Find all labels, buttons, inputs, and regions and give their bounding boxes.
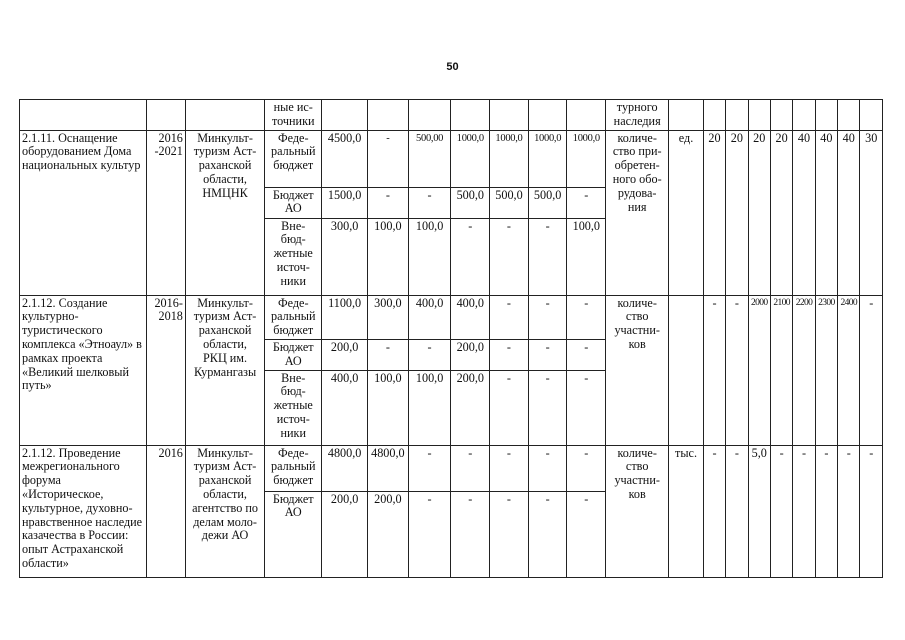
- funding-value: -: [408, 445, 451, 491]
- funding-value: 400,0: [322, 370, 368, 445]
- funding-source: Феде- ральный бюджет: [265, 445, 322, 491]
- funding-value: 1000,0: [490, 130, 529, 187]
- event-executor: Минкульт- туризм Аст- раханской области, агентство по делам моло- дежи АО: [185, 445, 264, 577]
- target-value: 30: [860, 130, 883, 295]
- funding-value: -: [567, 445, 606, 491]
- funding-value: 100,0: [567, 218, 606, 295]
- funding-value: -: [528, 339, 567, 370]
- target-value: 20: [726, 130, 748, 295]
- funding-value: -: [567, 370, 606, 445]
- target-value: -: [860, 295, 883, 445]
- funding-source: Феде- ральный бюджет: [265, 295, 322, 339]
- funding-source: Бюджет АО: [265, 491, 322, 577]
- target-value: 5,0: [748, 445, 770, 577]
- funding-value: 4500,0: [322, 130, 368, 187]
- event-executor: Минкульт- туризм Аст- раханской области, РКЦ им. Курмангазы: [185, 295, 264, 445]
- funding-source: Бюджет АО: [265, 187, 322, 218]
- target-value: 20: [703, 130, 725, 295]
- event-years: 2016: [147, 445, 186, 577]
- target-value: -: [726, 295, 748, 445]
- table-row: [20, 100, 883, 131]
- funding-value: 100,0: [368, 370, 409, 445]
- table-row: [20, 445, 883, 491]
- event-executor: Минкульт- туризм Аст- раханской области, НМЦНК: [185, 130, 264, 295]
- funding-value: -: [567, 187, 606, 218]
- funding-value: -: [567, 491, 606, 577]
- target-value: -: [726, 445, 748, 577]
- target-value: 2400: [838, 295, 860, 445]
- funding-value: 1500,0: [322, 187, 368, 218]
- indicator-unit: тыс.: [669, 445, 704, 577]
- funding-value: 200,0: [322, 491, 368, 577]
- table-row: [20, 295, 883, 339]
- target-value: -: [703, 445, 725, 577]
- target-value: -: [860, 445, 883, 577]
- funding-value: -: [567, 339, 606, 370]
- funding-value: -: [490, 339, 529, 370]
- funding-value: -: [451, 218, 490, 295]
- funding-value: -: [567, 295, 606, 339]
- funding-value: -: [490, 370, 529, 445]
- funding-value: 100,0: [408, 218, 451, 295]
- funding-value: -: [490, 218, 529, 295]
- funding-value: 1000,0: [528, 130, 567, 187]
- funding-value: 1000,0: [451, 130, 490, 187]
- target-value: 40: [838, 130, 860, 295]
- funding-value: -: [368, 339, 409, 370]
- source-continuation: ные ис- точники: [271, 100, 315, 128]
- funding-value: -: [408, 491, 451, 577]
- target-value: 40: [815, 130, 837, 295]
- funding-value: -: [490, 295, 529, 339]
- table-body: [20, 100, 883, 578]
- event-years: 2016 -2021: [147, 130, 186, 295]
- funding-value: 100,0: [408, 370, 451, 445]
- target-value: 2100: [770, 295, 792, 445]
- funding-value: 500,00: [408, 130, 451, 187]
- event-name: 2.1.12. Проведение межрегионального форума «Историческое, культурное, духовно-нравственное наследие казачества в России: опыт Астраханской области»: [20, 445, 147, 577]
- funding-value: 4800,0: [322, 445, 368, 491]
- funding-value: -: [490, 445, 529, 491]
- page-number: 50: [446, 61, 459, 73]
- target-value: -: [838, 445, 860, 577]
- funding-value: 300,0: [322, 218, 368, 295]
- event-name: 2.1.11. Оснащение оборудованием Дома национальных культур: [20, 130, 147, 295]
- funding-value: 1100,0: [322, 295, 368, 339]
- target-value: -: [793, 445, 815, 577]
- funding-value: 400,0: [408, 295, 451, 339]
- funding-value: 500,0: [490, 187, 529, 218]
- funding-value: -: [528, 370, 567, 445]
- table-row: [20, 130, 883, 187]
- target-value: -: [815, 445, 837, 577]
- funding-value: 500,0: [528, 187, 567, 218]
- target-value: 2300: [815, 295, 837, 445]
- funding-source: Феде- ральный бюджет: [265, 130, 322, 187]
- funding-value: -: [490, 491, 529, 577]
- indicator-name: количе- ство участни- ков: [606, 295, 669, 445]
- target-value: 40: [793, 130, 815, 295]
- funding-value: 200,0: [368, 491, 409, 577]
- target-value: 20: [770, 130, 792, 295]
- funding-value: -: [368, 130, 409, 187]
- funding-source: Бюджет АО: [265, 339, 322, 370]
- funding-value: 4800,0: [368, 445, 409, 491]
- target-value: 2200: [793, 295, 815, 445]
- funding-value: 200,0: [322, 339, 368, 370]
- funding-value: -: [528, 445, 567, 491]
- event-years: 2016- 2018: [147, 295, 186, 445]
- indicator-unit: [669, 295, 704, 445]
- indicator-name: количе- ство при- обретен- ного обо- рудова- ния: [606, 130, 669, 295]
- funding-value: -: [528, 491, 567, 577]
- funding-value: 200,0: [451, 370, 490, 445]
- funding-value: 200,0: [451, 339, 490, 370]
- target-value: -: [703, 295, 725, 445]
- funding-value: 100,0: [368, 218, 409, 295]
- funding-value: -: [408, 339, 451, 370]
- funding-value: -: [451, 445, 490, 491]
- target-value: 2000: [748, 295, 770, 445]
- indicator-continuation: турного наследия: [613, 100, 661, 128]
- funding-value: -: [368, 187, 409, 218]
- program-table: [19, 99, 883, 578]
- funding-value: -: [528, 218, 567, 295]
- funding-value: 500,0: [451, 187, 490, 218]
- event-name: 2.1.12. Создание культурно-туристического комплекса «Этноаул» в рамках проекта «Великий шелковый путь»: [20, 295, 147, 445]
- indicator-name: количе- ство участни- ков: [606, 445, 669, 577]
- indicator-unit: ед.: [669, 130, 704, 295]
- funding-value: 300,0: [368, 295, 409, 339]
- funding-value: 400,0: [451, 295, 490, 339]
- funding-source: Вне- бюд- жетные источ- ники: [265, 370, 322, 445]
- target-value: 20: [748, 130, 770, 295]
- funding-source: Вне- бюд- жетные источ- ники: [265, 218, 322, 295]
- funding-value: 1000,0: [567, 130, 606, 187]
- funding-value: -: [528, 295, 567, 339]
- source-cell: [265, 100, 322, 131]
- funding-value: -: [451, 491, 490, 577]
- funding-value: -: [408, 187, 451, 218]
- target-value: -: [770, 445, 792, 577]
- indicator-cell: [606, 100, 669, 131]
